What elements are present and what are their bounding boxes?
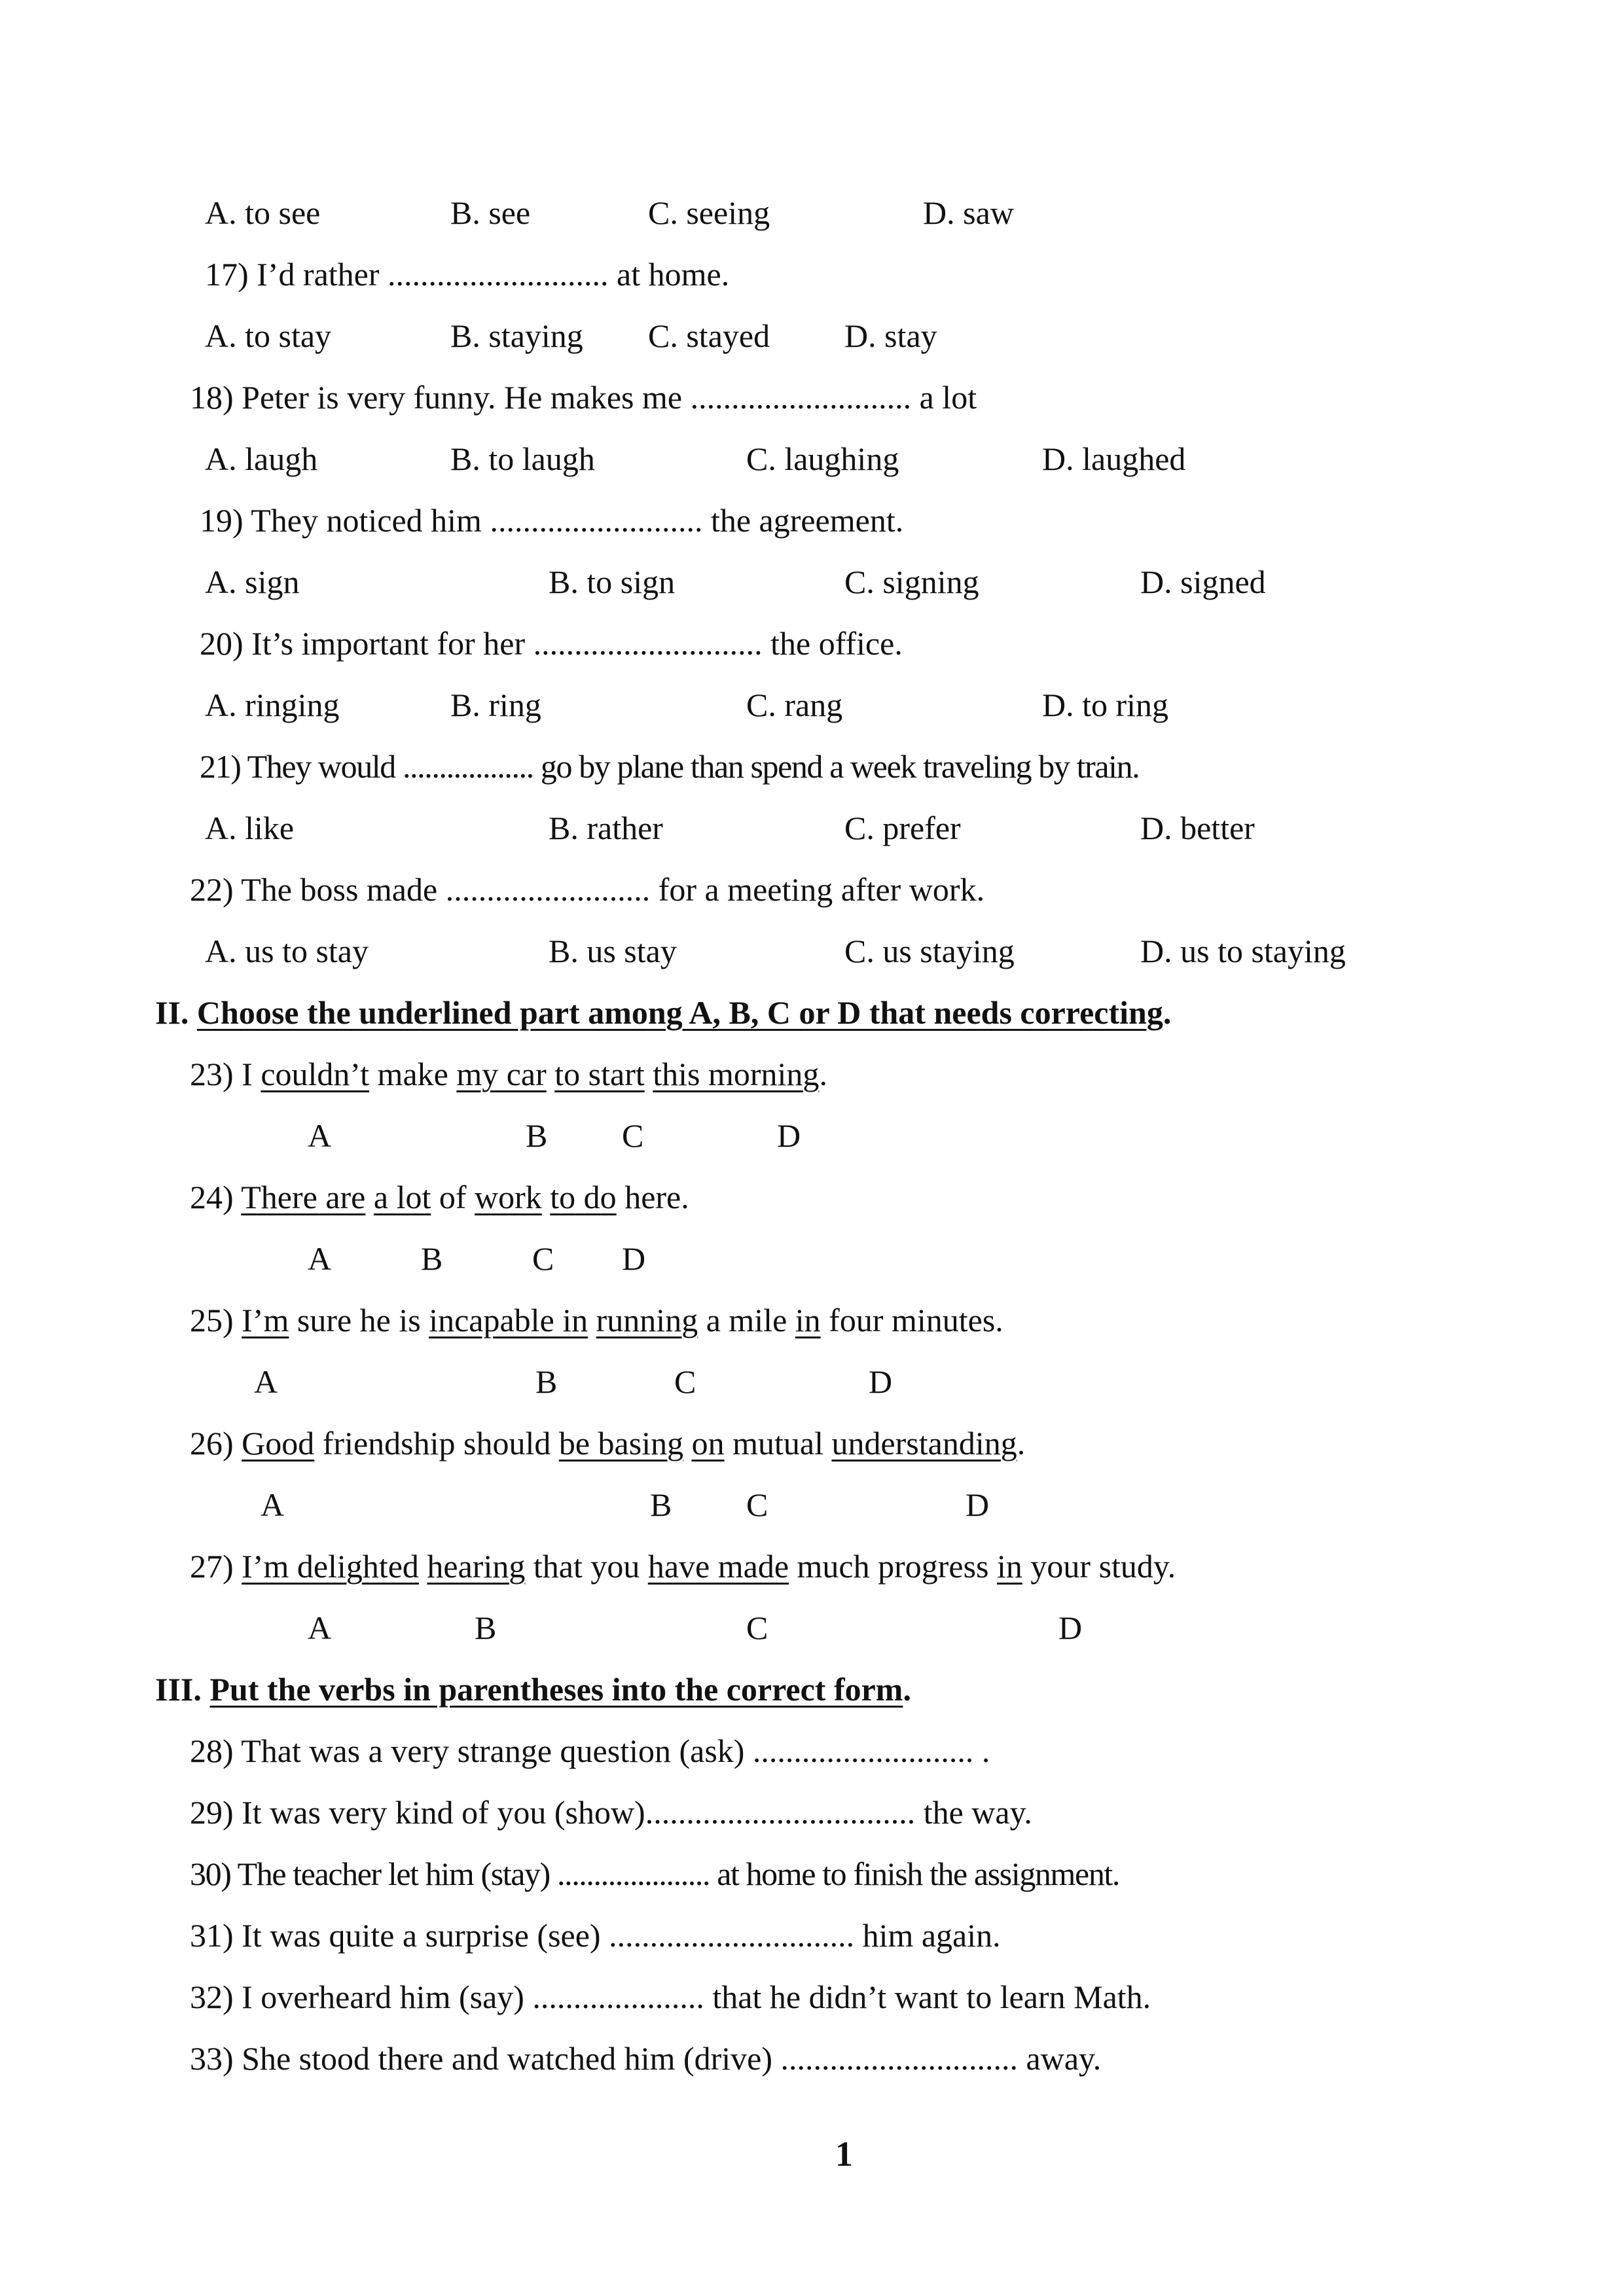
q27-text-4: your study. — [1022, 1548, 1176, 1585]
q28-question: 28) That was a very strange question (ask) ........................... . — [190, 1732, 990, 1769]
q18-option-a: A. laugh — [205, 440, 318, 477]
q17-option-a: A. to stay — [205, 317, 332, 354]
q23-letter-a: A — [308, 1117, 332, 1154]
q19-stem: 19) They noticed him — [200, 502, 490, 539]
q18-blank: ........................... — [690, 379, 920, 416]
q21-tail: go by plane than spend a week traveling by train. — [540, 748, 1140, 785]
q32-question: 32) I overheard him (say) ..................... that he didn’t want to learn Math. — [190, 1979, 1151, 2015]
q25-letter-d: D — [869, 1363, 893, 1400]
q24-letter-c: C — [532, 1240, 554, 1277]
q27-part-d: in — [997, 1548, 1022, 1585]
q23-letter-c: C — [622, 1117, 644, 1154]
q24-part-d: to do — [550, 1179, 617, 1215]
q23-text-2 — [547, 1056, 555, 1092]
q18-option-d: D. laughed — [1042, 440, 1186, 477]
q24-number: 24) — [190, 1179, 242, 1215]
q20-blank: ............................ — [533, 625, 771, 662]
q22-question — [190, 870, 984, 909]
q26-letter-a: A — [261, 1486, 285, 1523]
q18-tail: a lot — [919, 379, 977, 416]
q21-blank: .................. — [402, 748, 541, 785]
q20-stem: 20) It’s important for her — [200, 625, 533, 662]
q22-blank: ......................... — [445, 871, 659, 908]
section-iii-numeral: III. — [155, 1671, 210, 1708]
q20-option-d: D. to ring — [1042, 687, 1169, 723]
q25-text-3: a mile — [698, 1302, 795, 1338]
q24-part-c: work — [475, 1179, 542, 1215]
section-ii-heading — [155, 993, 1171, 1032]
section-ii-end: . — [1163, 994, 1172, 1031]
q19-option-b: B. to sign — [549, 564, 676, 600]
q24-text-4: here. — [616, 1179, 689, 1215]
q17-stem: 17) I’d rather — [205, 256, 388, 293]
q17-tail: at home. — [617, 256, 730, 293]
q26-letter-b: B — [650, 1486, 672, 1523]
q25-letter-a: A — [254, 1363, 278, 1400]
q17-question — [205, 255, 729, 294]
q23-part-c: to start — [554, 1056, 645, 1092]
q23-part-b: my car — [456, 1056, 547, 1092]
q24-letter-a: A — [308, 1240, 332, 1277]
q17-option-c: C. stayed — [648, 317, 770, 354]
q26-text-4: . — [1017, 1425, 1026, 1462]
q27-part-b: hearing — [427, 1548, 526, 1585]
q16-option-b: B. see — [450, 194, 531, 231]
q30-question: 30) The teacher let him (stay) ..................... at home to finish the assignment. — [190, 1856, 1120, 1892]
q25-sentence — [190, 1300, 1003, 1340]
q20-tail: the office. — [770, 625, 903, 662]
q23-number: 23) I — [190, 1056, 261, 1092]
q23-letter-d: D — [777, 1117, 801, 1154]
q27-letter-b: B — [475, 1609, 497, 1646]
q18-option-b: B. to laugh — [450, 440, 595, 477]
q25-part-c: running — [596, 1302, 698, 1338]
q26-letter-d: D — [965, 1486, 990, 1523]
q24-letter-b: B — [421, 1240, 443, 1277]
q23-text-1: make — [369, 1056, 457, 1092]
q24-text-2: of — [431, 1179, 475, 1215]
q26-part-c: on — [691, 1425, 725, 1462]
q26-part-a: Good — [242, 1425, 315, 1462]
q25-part-b: incapable in — [429, 1302, 588, 1338]
q20-option-b: B. ring — [450, 687, 541, 723]
q25-text-4: four minutes. — [820, 1302, 1003, 1338]
q16-option-d: D. saw — [923, 194, 1014, 231]
q23-text-3 — [645, 1056, 653, 1092]
q23-sentence — [190, 1054, 827, 1094]
q19-option-d: D. signed — [1140, 564, 1266, 600]
q21-question — [200, 747, 1139, 786]
q19-blank: .......................... — [490, 502, 711, 539]
q27-letter-a: A — [308, 1609, 332, 1646]
q17-option-d: D. stay — [844, 317, 937, 354]
q22-option-b: B. us stay — [549, 933, 677, 969]
q17-option-b: B. staying — [450, 317, 583, 354]
q25-part-d: in — [795, 1302, 821, 1338]
section-iii-end: . — [903, 1671, 911, 1708]
q19-tail: the agreement. — [710, 502, 904, 539]
q24-letter-d: D — [622, 1240, 646, 1277]
q22-stem: 22) The boss made — [190, 871, 446, 908]
q25-text-1: sure he is — [289, 1302, 429, 1338]
q24-text-3 — [542, 1179, 550, 1215]
q18-question — [190, 378, 977, 417]
q23-part-a: couldn’t — [261, 1056, 370, 1092]
q25-letter-c: C — [674, 1363, 696, 1400]
q23-letter-b: B — [526, 1117, 548, 1154]
q27-sentence — [190, 1547, 1176, 1586]
q27-letter-c: C — [746, 1609, 768, 1646]
section-iii-title: Put the verbs in parentheses into the correct form — [209, 1671, 903, 1708]
q27-part-c: have made — [647, 1548, 789, 1585]
q27-letter-d: D — [1058, 1609, 1083, 1646]
q24-part-b: a lot — [373, 1179, 431, 1215]
q20-option-c: C. rang — [746, 687, 843, 723]
q21-option-a: A. like — [205, 810, 295, 846]
q22-option-a: A. us to stay — [205, 933, 369, 969]
q19-option-c: C. signing — [844, 564, 979, 600]
section-ii-numeral: II. — [155, 994, 197, 1031]
q27-part-a: I’m delighted — [242, 1548, 419, 1585]
q19-question — [200, 501, 903, 540]
q21-option-b: B. rather — [549, 810, 663, 846]
q22-option-c: C. us staying — [844, 933, 1015, 969]
q26-number: 26) — [190, 1425, 242, 1462]
q31-question: 31) It was quite a surprise (see) .............................. him again. — [190, 1917, 1001, 1954]
page-number: 1 — [835, 2134, 853, 2174]
q26-part-b: be basing — [558, 1425, 684, 1462]
section-iii-heading — [155, 1670, 911, 1709]
q16-option-c: C. seeing — [648, 194, 770, 231]
q26-text-1: friendship should — [314, 1425, 559, 1462]
q25-number: 25) — [190, 1302, 242, 1338]
q26-text-3: mutual — [724, 1425, 832, 1462]
q20-question — [200, 624, 903, 663]
q23-part-d: this morning — [653, 1056, 820, 1092]
section-ii-title: Choose the underlined part among A, B, C or D that needs correcting — [196, 994, 1163, 1031]
q29-question: 29) It was very kind of you (show)................................. the way. — [190, 1794, 1032, 1831]
q21-option-c: C. prefer — [844, 810, 961, 846]
q25-text-2 — [588, 1302, 596, 1338]
q20-option-a: A. ringing — [205, 687, 340, 723]
q27-text-2: that you — [525, 1548, 648, 1585]
q17-blank: ........................... — [388, 256, 617, 293]
q33-question: 33) She stood there and watched him (drive) ............................. away. — [190, 2040, 1102, 2077]
q27-text-1 — [419, 1548, 427, 1585]
q26-letter-c: C — [746, 1486, 768, 1523]
q16-option-a: A. to see — [205, 194, 321, 231]
q21-option-d: D. better — [1140, 810, 1255, 846]
q22-option-d: D. us to staying — [1140, 933, 1346, 969]
q18-stem: 18) Peter is very funny. He makes me — [190, 379, 691, 416]
q26-text-2 — [683, 1425, 692, 1462]
q22-tail: for a meeting after work. — [658, 871, 985, 908]
q27-number: 27) — [190, 1548, 242, 1585]
q25-letter-b: B — [535, 1363, 558, 1400]
q25-part-a: I’m — [242, 1302, 289, 1338]
q24-sentence — [190, 1177, 689, 1217]
q21-stem: 21) They would — [200, 748, 403, 785]
q19-option-a: A. sign — [205, 564, 300, 600]
q26-part-d: understanding — [831, 1425, 1017, 1462]
q27-text-3: much progress — [789, 1548, 998, 1585]
q23-text-4: . — [819, 1056, 827, 1092]
q18-option-c: C. laughing — [746, 440, 899, 477]
q24-part-a: There are — [241, 1179, 366, 1215]
q26-sentence — [190, 1424, 1025, 1463]
q24-text-1 — [365, 1179, 374, 1215]
